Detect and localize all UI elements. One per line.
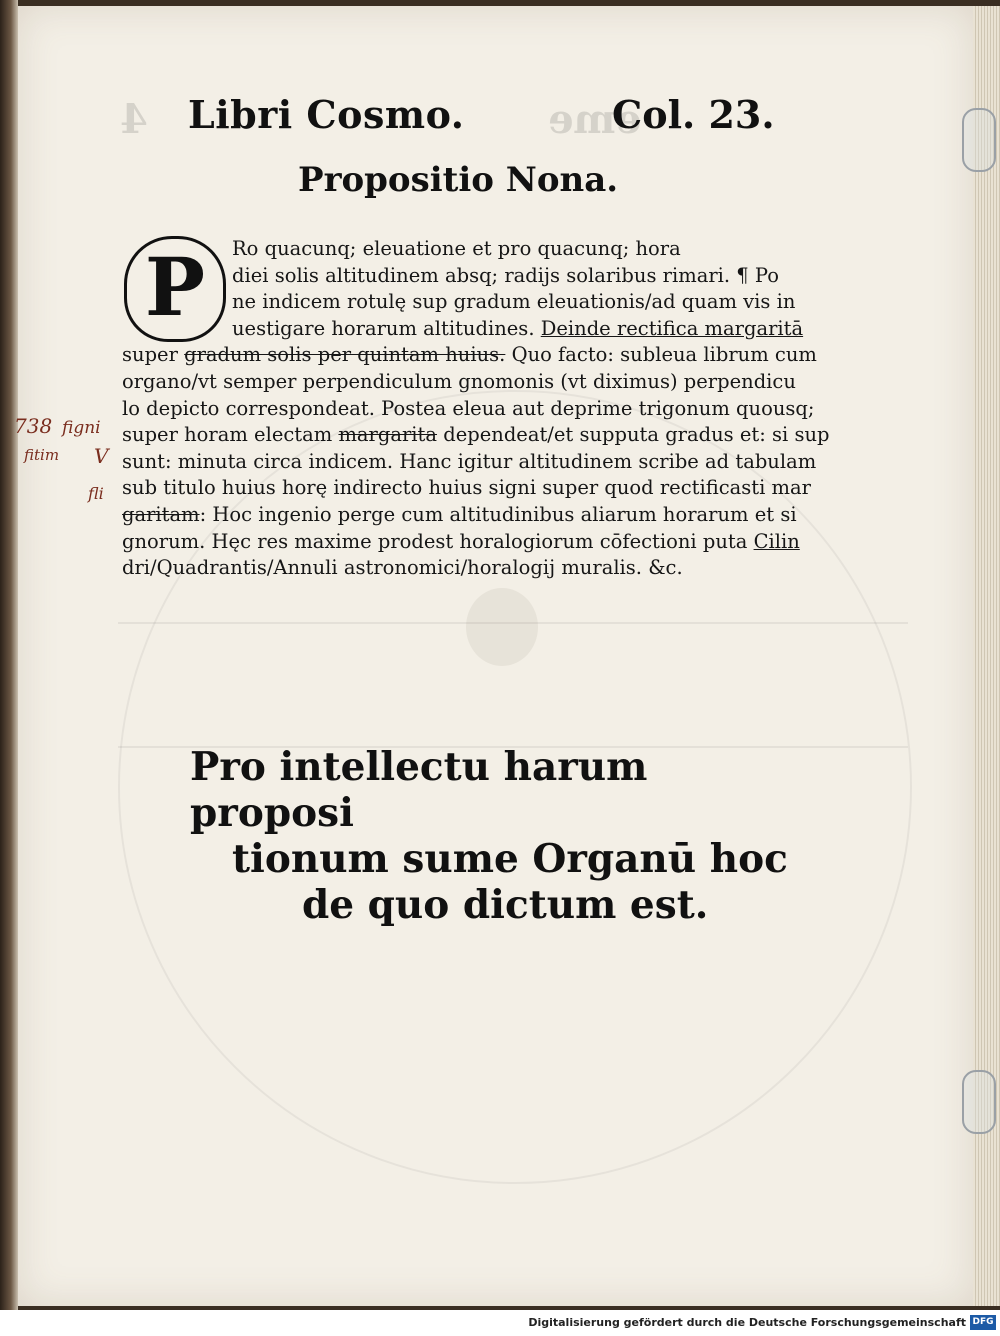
struck-text: gradum solis per quintam huius. [184, 343, 506, 367]
proposition-title: Propositio Nona. [298, 160, 619, 200]
text-line: lo depicto correspondeat. Postea eleua aut deprime trigonum quousq; [122, 396, 815, 420]
text-line: organo/vt semper perpendiculum gnomonis (vt diximus) perpendicu [122, 369, 796, 393]
running-title-right: Col. 23. [612, 92, 775, 137]
organum-heading [190, 744, 810, 928]
text-span: super horam electam [122, 423, 333, 447]
struck-text: garitam [122, 502, 200, 526]
struck-text: margarita [338, 423, 438, 447]
text-line: dri/Quadrantis/Annuli astronomici/horalogij muralis. &c. [122, 556, 683, 580]
text-span: : Hoc ingenio perge cum altitudinibus aliarum horarum et si [199, 502, 797, 526]
margin-note: V [94, 444, 109, 468]
text-line [122, 502, 812, 529]
footer-bar [0, 1310, 1000, 1336]
text-line: sub titulo huius horę indirecto huius signi super quod rectificasti mar [122, 476, 811, 500]
underlined-text: Deinde rectifica margaritā [540, 316, 804, 340]
text-span: super [122, 343, 178, 367]
text-line: ne indicem rotulę sup gradum eleuationis/ad quam vis in [232, 290, 796, 314]
margin-note: figni [62, 418, 101, 438]
text-line: diei solis altitudinem absq; radijs solaribus rimari. ¶ Po [232, 263, 779, 287]
organum-heading-line: Pro intellectu harum proposi [190, 744, 648, 836]
decorated-initial: P [124, 236, 226, 342]
margin-note: 738 [14, 414, 53, 438]
footer-credit: Digitalisierung gefördert durch die Deutsche Forschungsgemeinschaft [528, 1316, 966, 1329]
clasp-top [962, 108, 996, 172]
text-line [122, 342, 817, 369]
clasp-bottom [962, 1070, 996, 1134]
organum-heading-line: tionum sume Organū hoc [232, 836, 788, 882]
text-line [122, 529, 812, 556]
book-binding [0, 0, 18, 1310]
text-line: Ro quacunq; eleuatione et pro quacunq; hora [232, 237, 681, 260]
text-span: gnorum. Hęc res maxime prodest horalogiorum cōfectioni puta [122, 529, 748, 553]
show-through-text: 4 [120, 96, 148, 143]
dfg-logo: DFG [970, 1315, 996, 1330]
underlined-text: Cilin [753, 529, 800, 553]
text-span: Quo facto: subleua librum cum [511, 343, 817, 367]
margin-note: fitim [24, 446, 60, 464]
organum-heading-line: de quo dictum est. [302, 882, 709, 928]
margin-note: fli [88, 484, 104, 503]
text-span: uestigare horarum altitudines. [232, 316, 535, 340]
running-title-left: Libri Cosmo. [188, 92, 465, 137]
show-through-stain [466, 588, 538, 666]
text-line: sunt: minuta circa indicem. Hanc igitur altitudinem scribe ad tabulam [122, 449, 817, 473]
text-line [122, 422, 830, 449]
show-through-text: eme [548, 96, 642, 143]
text-line [122, 316, 812, 343]
text-span: dependeat/et supputa gradus et: si sup [443, 423, 830, 447]
